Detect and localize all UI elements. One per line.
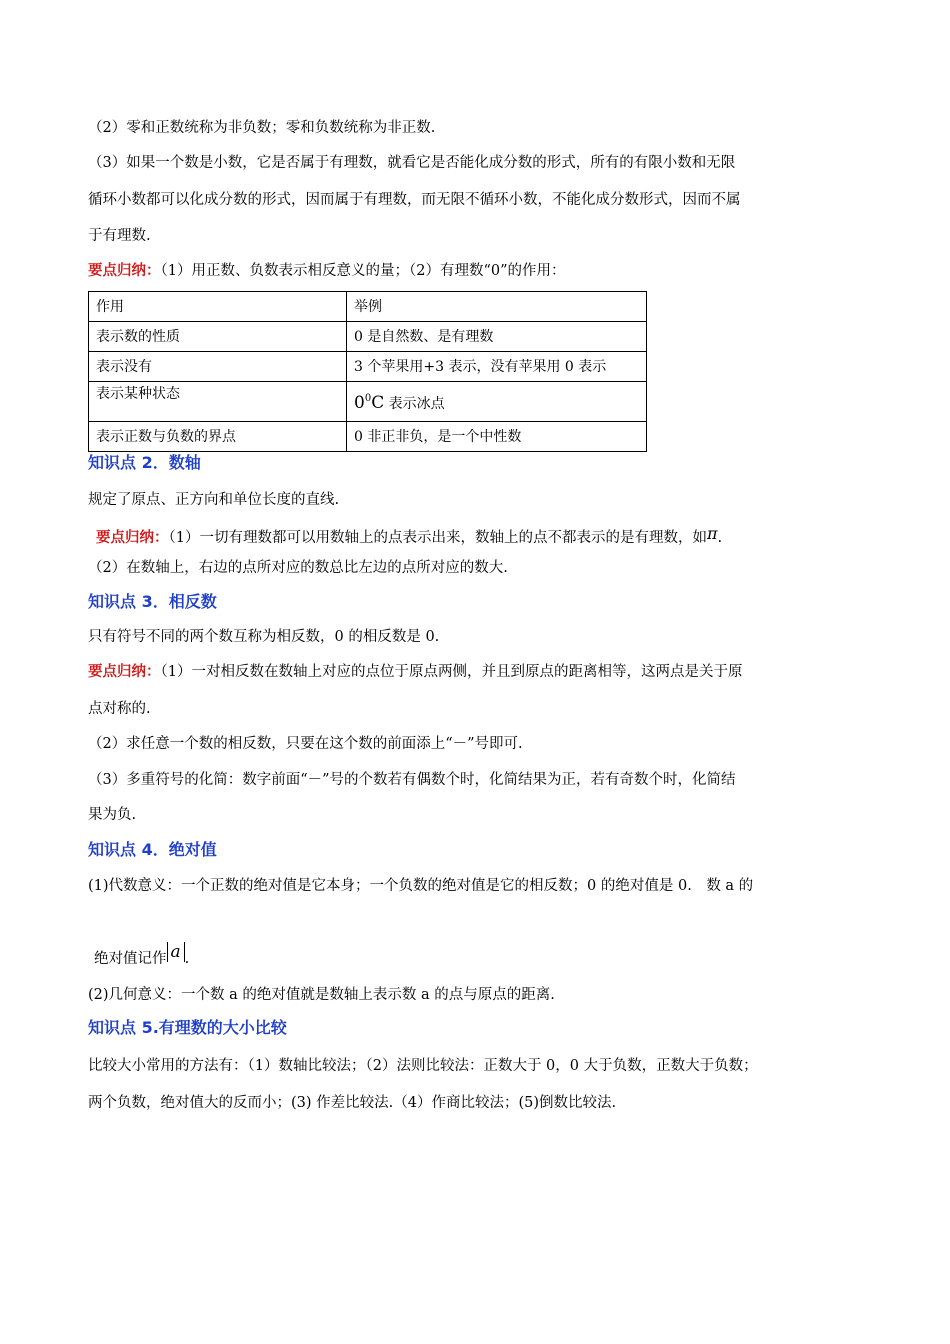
section-heading-opposite-numbers: 知识点 3．相反数 xyxy=(88,592,217,611)
section-heading-number-line: 知识点 2．数轴 xyxy=(88,453,201,472)
key-points-label: 要点归纳： xyxy=(96,530,169,546)
paragraph-signs-line2: 果为负. xyxy=(88,807,137,823)
table-row xyxy=(89,352,647,382)
degree-expression: $0^0C$ xyxy=(354,393,385,413)
table-row xyxy=(89,322,647,352)
table-cell-role: 表示没有 xyxy=(89,352,347,382)
paragraph-signs-line1: （3）多重符号的化简：数字前面“－”号的个数若有偶数个时，化简结果为正，若有奇数个时，化简结 xyxy=(88,772,736,788)
paragraph-abs-geometric: (2)几何意义：一个数 a 的绝对值就是数轴上表示数 a 的点与原点的距离. xyxy=(88,987,555,1003)
paragraph-opposite-symmetric: 点对称的. xyxy=(88,701,151,717)
period: . xyxy=(717,530,723,546)
table-cell-example: 3 个苹果用+3 表示，没有苹果用 0 表示 xyxy=(347,352,647,382)
key-points-text: （1）一切有理数都可以用数轴上的点表示出来，数轴上的点不都表示的是有理数，如 xyxy=(168,530,707,546)
key-points-1 xyxy=(88,261,566,281)
table-cell-role: 表示数的性质 xyxy=(89,322,347,352)
paragraph-opposite-def: 只有符号不同的两个数互称为相反数，0 的相反数是 0. xyxy=(88,629,440,645)
key-points-text: （1）用正数、负数表示相反意义的量；（2）有理数“0”的作用： xyxy=(160,263,566,279)
table-header-cell: 举例 xyxy=(347,292,647,322)
period: . xyxy=(184,951,190,967)
section-heading-comparison: 知识点 5.有理数的大小比较 xyxy=(88,1018,287,1037)
paragraph-number-line-def: 规定了原点、正方向和单位长度的直线. xyxy=(88,492,340,508)
table-cell-example xyxy=(347,382,647,422)
paragraph-nonnegative: （2）零和正数统称为非负数；零和负数统称为非正数. xyxy=(88,120,436,136)
paragraph-comparison-line1: 比较大小常用的方法有：（1）数轴比较法；（2）法则比较法：正数大于 0，0 大于负数，正数大于负数； xyxy=(88,1058,758,1074)
table-cell-example: 0 是自然数、是有理数 xyxy=(347,322,647,352)
abs-expression: a xyxy=(167,942,185,962)
table-row xyxy=(89,382,647,422)
zero-role-table xyxy=(88,291,647,452)
paragraph-decimals-line3: 于有理数. xyxy=(88,228,151,244)
section-heading-absolute-value: 知识点 4．绝对值 xyxy=(88,840,217,859)
table-header-cell: 作用 xyxy=(89,292,347,322)
abs-notation-text: 绝对值记作 xyxy=(94,951,167,967)
pi-symbol: π xyxy=(706,524,718,543)
paragraph-comparison-line2: 两个负数，绝对值大的反而小；(3) 作差比较法.（4）作商比较法；(5)倒数比较法. xyxy=(88,1095,617,1111)
paragraph-number-line-order: （2）在数轴上，右边的点所对应的数总比左边的点所对应的数大. xyxy=(88,560,508,576)
paragraph-decimals-line2: 循环小数都可以化成分数的形式，因而属于有理数，而无限不循环小数，不能化成分数形式，因而不属 xyxy=(88,192,741,208)
table-cell-example: 0 非正非负，是一个中性数 xyxy=(347,422,647,452)
table-cell-example-tail: 表示冰点 xyxy=(388,396,445,412)
table-header-row xyxy=(89,292,647,322)
table-cell-role: 表示正数与负数的界点 xyxy=(89,422,347,452)
key-points-2 xyxy=(96,524,722,548)
key-points-label: 要点归纳： xyxy=(88,263,161,279)
paragraph-opposite-find: （2）求任意一个数的相反数，只要在这个数的前面添上“－”号即可. xyxy=(88,736,523,752)
key-points-label: 要点归纳： xyxy=(88,664,161,680)
table-cell-role: 表示某种状态 xyxy=(89,382,347,422)
paragraph-abs-notation xyxy=(94,942,189,969)
table-row xyxy=(89,422,647,452)
paragraph-abs-algebraic: (1)代数意义：一个正数的绝对值是它本身；一个负数的绝对值是它的相反数；0 的绝对值是 0. 数 a 的 xyxy=(88,878,754,894)
key-points-text: （1）一对相反数在数轴上对应的点位于原点两侧，并且到原点的距离相等，这两点是关于原 xyxy=(160,664,743,680)
key-points-3 xyxy=(88,662,742,682)
paragraph-decimals-line1: （3）如果一个数是小数，它是否属于有理数，就看它是否能化成分数的形式，所有的有限小数和无限 xyxy=(88,155,736,171)
